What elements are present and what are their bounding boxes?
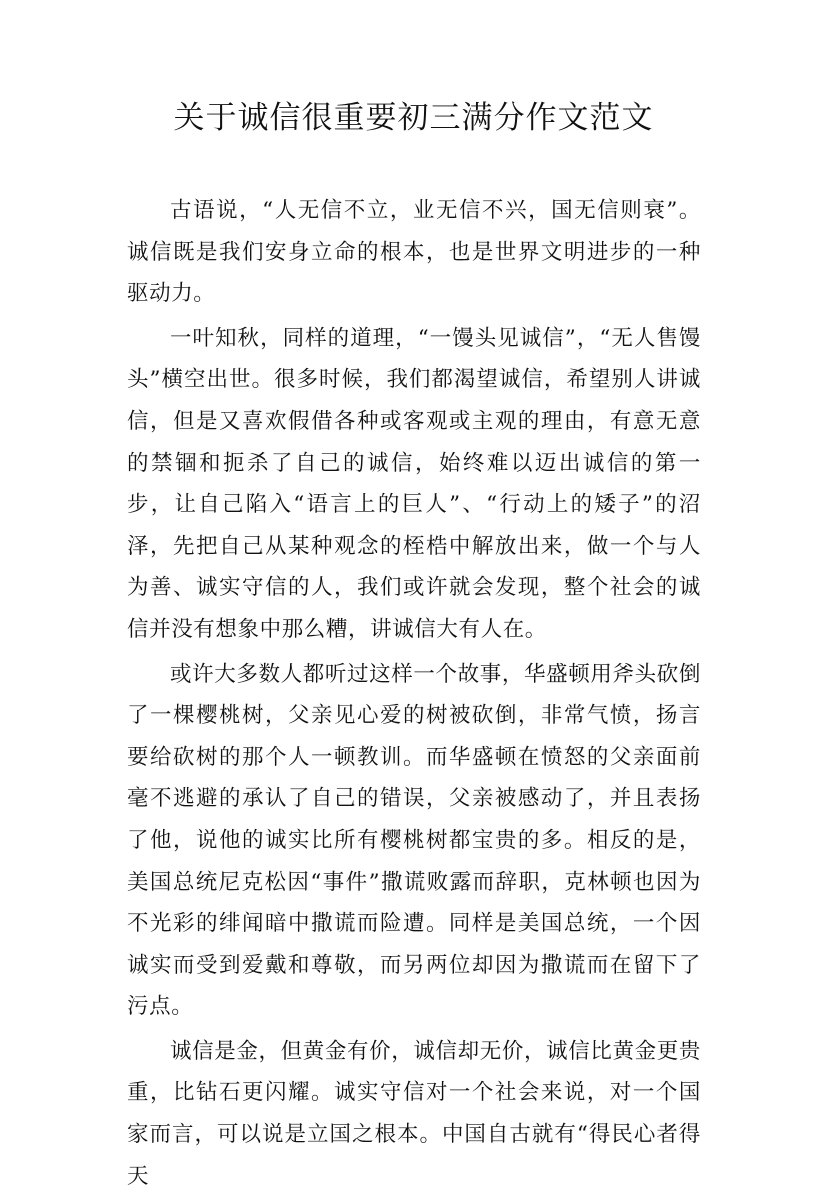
document-title: 关于诚信很重要初三满分作文范文 <box>173 100 654 136</box>
paragraph-3: 或许大多数人都听过这样一个故事，华盛顿用斧头砍倒了一棵樱桃树，父亲见心爱的树被砍倒，非常气愤，扬言要给砍树的那个人一顿教训。而华盛顿在愤怒的父亲面前毫不逃避的承认了自己的错误，父亲被感动了，并且表扬了他，说他的诚实比所有樱桃树都宝贵的多。相反的是，美国总统尼克松因“事件”撒谎败露而辞职，克林顿也因为不光彩的绯闻暗中撒谎而险遭。同样是美国总统，一个因诚实而受到爱戴和尊敬，而另两位却因为撒谎而在留下了污点。 <box>127 661 701 1020</box>
paragraph-4: 诚信是金，但黄金有价，诚信却无价，诚信比黄金更贵重，比钻石更闪耀。诚实守信对一个社会来说，对一个国家而言，可以说是立国之根本。中国自古就有“得民心者得天 <box>127 1038 701 1189</box>
paragraph-1: 古语说，“人无信不立，业无信不兴，国无信则衰”。诚信既是我们安身立命的根本，也是世界文明进步的一种驱动力。 <box>127 198 701 307</box>
document-body <box>127 190 701 1200</box>
paragraph-2: 一叶知秋，同样的道理，“一馒头见诚信”，“无人售馒头”横空出世。很多时候，我们都渴望诚信，希望别人讲诚信，但是又喜欢假借各种或客观或主观的理由，有意无意的禁锢和扼杀了自己的诚信，始终难以迈出诚信的第一步，让自己陷入“语言上的巨人”、“行动上的矮子”的沼泽，先把自己从某种观念的桎梏中解放出来，做一个与人为善、诚实守信的人，我们或许就会发现，整个社会的诚信并没有想象中那么糟，讲诚信大有人在。 <box>127 325 701 642</box>
